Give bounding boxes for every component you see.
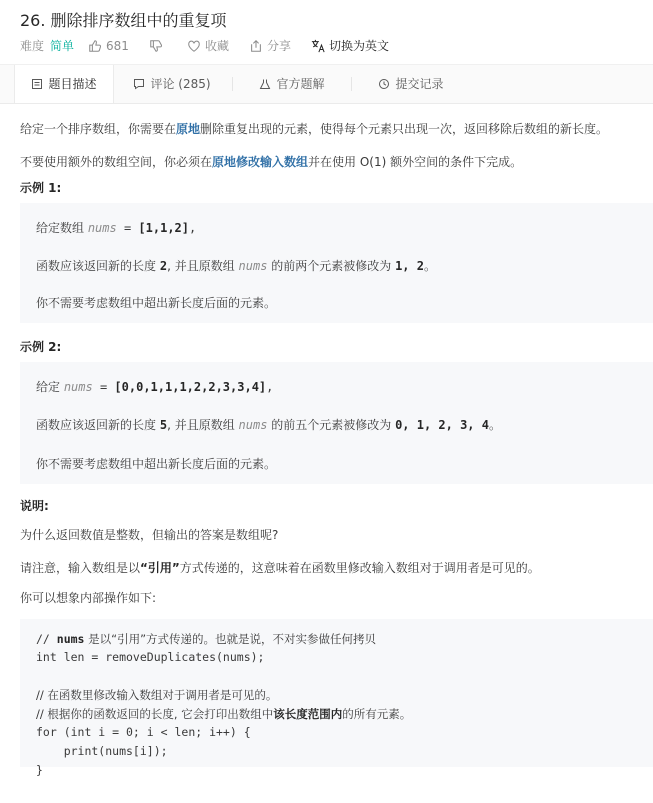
difficulty-label: 难度 <box>20 39 45 53</box>
switch-language-label: 切换为英文 <box>328 39 389 53</box>
emphasis-in-place: 原地 <box>212 155 237 169</box>
favorite-label: 收藏 <box>204 39 229 53</box>
constraint-paragraph: 不要使用额外的数组空间，你必须在原地修改输入数组并在使用 O(1) 额外空间的条件下完成。 <box>20 155 523 169</box>
code-line: int len = removeDuplicates(nums); <box>36 650 265 664</box>
emphasis-modify-input: 修改输入数组 <box>236 155 309 169</box>
tab-bar <box>0 64 653 104</box>
tab-label: 题目描述 <box>48 77 97 91</box>
share-label: 分享 <box>266 39 291 53</box>
tab-label: 评论 (285) <box>150 77 211 91</box>
thumbs-down-icon <box>149 39 163 53</box>
code-line: // 根据你的函数返回的长度, 它会打印出数组中该长度范围内的所有元素。 <box>36 707 412 721</box>
switch-language-button[interactable] <box>311 37 389 54</box>
tab-submissions[interactable] <box>352 65 470 103</box>
comment-icon <box>133 78 145 90</box>
like-button[interactable] <box>88 39 129 53</box>
share-button[interactable] <box>249 37 291 54</box>
code-line: // 在函数里修改输入数组对于调用者是可见的。 <box>36 688 278 702</box>
example-line: 你不需要考虑数组中超出新长度后面的元素。 <box>36 457 277 471</box>
code-line: for (int i = 0; i < len; i++) { <box>36 725 251 739</box>
thumbs-up-icon <box>88 39 102 53</box>
problem-meta-bar <box>20 37 409 54</box>
tab-comments[interactable] <box>112 65 232 103</box>
example-line: 函数应该返回新的长度 5, 并且原数组 nums 的前五个元素被修改为 0, 1, 2, 3, 4。 <box>36 418 501 432</box>
dislike-button[interactable] <box>149 39 167 53</box>
problem-title: 26. 删除排序数组中的重复项 <box>20 11 227 30</box>
favorite-button[interactable] <box>187 37 229 54</box>
example-line: 给定 nums = [0,0,1,1,1,2,2,3,3,4], <box>36 380 274 394</box>
example-line: 你不需要考虑数组中超出新长度后面的元素。 <box>36 296 277 310</box>
example-2-block <box>20 362 653 484</box>
share-icon <box>249 39 263 53</box>
example-line: 给定数组 nums = [1,1,2], <box>36 221 197 235</box>
like-count: 681 <box>106 38 129 53</box>
emphasis-in-place: 原地 <box>176 122 201 136</box>
document-icon <box>31 78 43 90</box>
flask-icon <box>259 78 271 90</box>
note-paragraph: 请注意，输入数组是以“引用”方式传递的，这意味着在函数里修改输入数组对于调用者是可见的。 <box>20 561 540 575</box>
description-paragraph: 给定一个排序数组，你需要在原地删除重复出现的元素，使得每个元素只出现一次，返回移除后数组的新长度。 <box>20 122 609 136</box>
code-line: // nums 是以“引用”方式传递的。也就是说，不对实参做任何拷贝 <box>36 632 377 646</box>
translate-icon <box>311 39 325 53</box>
tab-label: 提交记录 <box>395 77 444 91</box>
note-intro: 你可以想象内部操作如下: <box>20 591 157 605</box>
tab-label: 官方题解 <box>276 77 325 91</box>
note-heading: 说明: <box>20 499 49 513</box>
example-1-heading: 示例 1: <box>20 181 62 195</box>
heart-icon <box>187 39 201 53</box>
example-1-block <box>20 203 653 323</box>
tab-solution[interactable] <box>233 65 351 103</box>
clock-icon <box>378 78 390 90</box>
code-line: } <box>36 763 43 777</box>
difficulty-badge: 简单 <box>50 39 75 53</box>
tab-description[interactable] <box>14 65 114 103</box>
example-2-heading: 示例 2: <box>20 340 62 354</box>
example-line: 函数应该返回新的长度 2, 并且原数组 nums 的前两个元素被修改为 1, 2。 <box>36 259 436 273</box>
code-block <box>20 619 653 777</box>
code-line: print(nums[i]); <box>36 744 168 758</box>
note-question: 为什么返回数值是整数，但输出的答案是数组呢? <box>20 528 279 542</box>
emphasis-reference: “引用” <box>140 561 180 575</box>
